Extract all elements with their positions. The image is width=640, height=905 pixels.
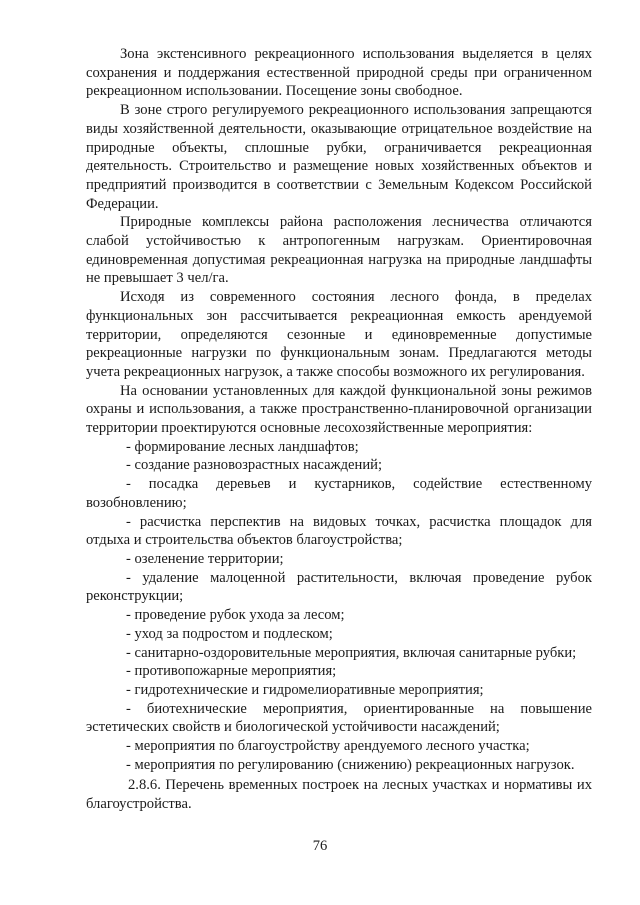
page-number: 76 bbox=[312, 838, 328, 854]
list-item: - формирование лесных ландшафтов; bbox=[126, 438, 359, 455]
list-item: - противопожарные мероприятия; bbox=[126, 663, 337, 680]
list-item: - санитарно-оздоровительные мероприятия, включая санитарные рубки; bbox=[126, 644, 577, 661]
list-item: - создание разновозрастных насаждений; bbox=[126, 457, 383, 474]
list-item: - мероприятия по благоустройству арендуемого лесного участка; bbox=[126, 738, 530, 755]
list-item: - уход за подростом и подлеском; bbox=[126, 625, 333, 642]
paragraph-measures-intro: На основании установленных для каждой функциональной зоны режимов охраны и использования, а также пространственно-планировочной организации территории проектируются основные лесохозяйственные мероприятия: bbox=[86, 382, 592, 437]
list-item: - биотехнические мероприятия, ориентированные на повышение эстетических свойств и биологической устойчивости насаждений; bbox=[86, 700, 592, 736]
list-item: - посадка деревьев и кустарников, содействие естественному возобновлению; bbox=[86, 476, 592, 511]
paragraph-regulated-zone: В зоне строго регулируемого рекреационного использования запрещаются виды хозяйственной деятельности, оказывающие отрицательное воздействие на природные объекты, сплошные рубки, ограничивается рекреационная деятельность. Строительство и размещение новых хозяйственных объектов и предприятий производится в соответствии с Земельным Кодексом Российской Федерации. bbox=[86, 102, 592, 212]
list-item: - проведение рубок ухода за лесом; bbox=[126, 607, 345, 624]
list-item: - гидротехнические и гидромелиоративные мероприятия; bbox=[126, 681, 484, 698]
page-body bbox=[86, 45, 592, 814]
paragraph-extensive-zone: Зона экстенсивного рекреационного использования выделяется в целях сохранения и поддержания естественной природной среды при ограниченном рекреационном использовании. Посещение зоны свободное. bbox=[86, 46, 592, 100]
list-item: - озеленение территории; bbox=[126, 550, 284, 567]
list-item: - мероприятия по регулированию (снижению) рекреационных нагрузок. bbox=[126, 756, 575, 773]
list-item: - расчистка перспектив на видовых точках, расчистка площадок для отдыха и строительства объектов благоустройства; bbox=[86, 513, 592, 549]
list-item: - удаление малоценной растительности, включая проведение рубок реконструкции; bbox=[86, 569, 592, 605]
paragraph-recreational-capacity: Исходя из современного состояния лесного фонда, в пределах функциональных зон рассчитывается рекреационная емкость арендуемой территории, определяются сезонные и единовременные допустимые рекреационные нагрузки по функциональным зонам. Предлагаются методы учета рекреационных нагрузок, а также способы возможного их регулирования. bbox=[86, 289, 592, 380]
section-heading: 2.8.6. Перечень временных построек на лесных участках и нормативы их благоустройства. bbox=[86, 777, 592, 813]
paragraph-natural-complexes: Природные комплексы района расположения лесничества отличаются слабой устойчивостью к антропогенным нагрузкам. Ориентировочная единовременная допустимая рекреационная нагрузка на природные ландшафты не превышает 3 чел/га. bbox=[86, 214, 592, 287]
